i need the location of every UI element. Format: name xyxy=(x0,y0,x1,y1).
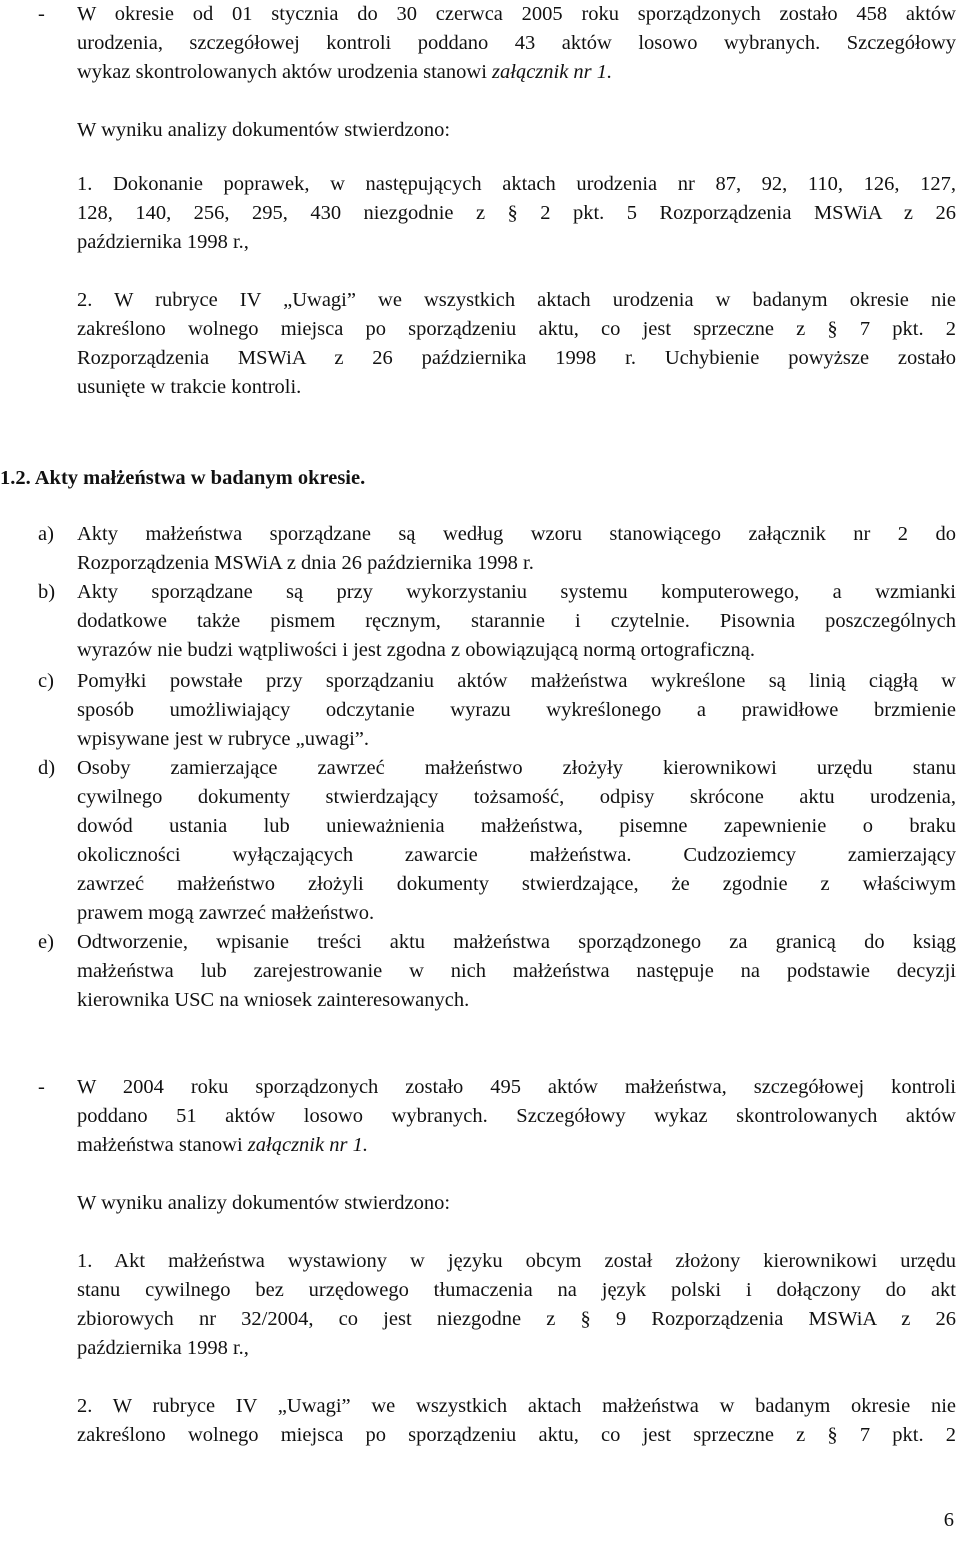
text-line: W okresie od 01 stycznia do 30 czerwca 2005 roku sporządzonych zostało 458 aktów xyxy=(77,3,956,25)
list-label-a: a) xyxy=(38,523,54,545)
bullet-dash-2: - xyxy=(38,1076,45,1098)
text-line: kierownika USC na wniosek zainteresowanych. xyxy=(77,989,470,1011)
marriage-finding-2 xyxy=(77,1392,956,1450)
text-line: Rozporządzenia MSWiA z dnia 26 października 1998 r. xyxy=(77,552,534,574)
text-line: 128, 140, 256, 295, 430 niezgodnie z § 2 pkt. 5 Rozporządzenia MSWiA z 26 xyxy=(77,202,956,224)
text-line: wpisywane jest w rubryce „uwagi”. xyxy=(77,728,370,750)
text-line xyxy=(77,58,956,87)
text-line: urodzenia, szczegółowej kontroli poddano 43 aktów losowo wybranych. Szczegółowy xyxy=(77,32,956,54)
text-line: 2. W rubryce IV „Uwagi” we wszystkich aktach małżeństwa w badanym okresie nie xyxy=(77,1395,956,1417)
text-line: Akty sporządzane są przy wykorzystaniu systemu komputerowego, a wzmianki xyxy=(77,581,956,603)
list-label-b: b) xyxy=(38,581,56,603)
text-line: 1. Dokonanie poprawek, w następujących aktach urodzenia nr 87, 92, 110, 126, 127, xyxy=(77,173,956,195)
annex-reference: załącznik nr 1. xyxy=(492,61,613,83)
section-heading: 1.2. Akty małżeństwa w badanym okresie. xyxy=(0,467,366,489)
findings-heading-2: W wyniku analizy dokumentów stwierdzono: xyxy=(77,1192,451,1214)
text-line: 1. Akt małżeństwa wystawiony w języku obcym został złożony kierownikowi urzędu xyxy=(77,1250,956,1272)
list-item-d xyxy=(77,754,956,928)
list-label-e: e) xyxy=(38,931,54,953)
list-label-c: c) xyxy=(38,670,54,692)
text-line: zakreślono wolnego miejsca po sporządzeniu aktu, co jest sprzeczne z § 7 pkt. 2 xyxy=(77,1424,956,1446)
text-line: Osoby zamierzające zawrzeć małżeństwo złożyły kierownikowi urzędu stanu xyxy=(77,757,956,779)
annex-reference: załącznik nr 1. xyxy=(247,1134,368,1156)
text-line: cywilnego dokumenty stwierdzający tożsamość, odpisy skrócone aktu urodzenia, xyxy=(77,786,956,808)
text-line: stanu cywilnego bez urzędowego tłumaczenia na język polski i dołączony do akt xyxy=(77,1279,956,1301)
list-item-a xyxy=(77,520,956,578)
text-fragment: wykaz skontrolowanych aktów urodzenia stanowi xyxy=(77,61,493,83)
text-line: małżeństwa lub zarejestrowanie w nich małżeństwa następuje na podstawie decyzji xyxy=(77,960,956,982)
text-line: zawrzeć małżeństwo złożyli dokumenty stwierdzające, że zgodnie z właściwym xyxy=(77,873,956,895)
text-line: W 2004 roku sporządzonych zostało 495 aktów małżeństwa, szczegółowej kontroli xyxy=(77,1076,956,1098)
text-line: Akty małżeństwa sporządzane są według wzoru stanowiącego załącznik nr 2 do xyxy=(77,523,956,545)
marriage-records-intro xyxy=(77,1073,956,1160)
text-line: prawem mogą zawrzeć małżeństwo. xyxy=(77,902,375,924)
list-item-c xyxy=(77,667,956,754)
birth-finding-1 xyxy=(77,170,956,257)
text-line: Pomyłki powstałe przy sporządzaniu aktów małżeństwa wykreślone są linią ciągłą w xyxy=(77,670,956,692)
text-line: zbiorowych nr 32/2004, co jest niezgodne z § 9 Rozporządzenia MSWiA z 26 xyxy=(77,1308,956,1330)
text-line: zakreślono wolnego miejsca po sporządzeniu aktu, co jest sprzeczne z § 7 pkt. 2 xyxy=(77,318,956,340)
text-line: października 1998 r., xyxy=(77,1337,249,1359)
list-label-d: d) xyxy=(38,757,56,779)
text-line: 2. W rubryce IV „Uwagi” we wszystkich aktach urodzenia w badanym okresie nie xyxy=(77,289,956,311)
page-number: 6 xyxy=(943,1509,954,1531)
text-line: Odtworzenie, wpisanie treści aktu małżeństwa sporządzonego za granicą do ksiąg xyxy=(77,931,956,953)
text-line xyxy=(77,1131,956,1160)
birth-records-intro xyxy=(77,0,956,87)
text-line: sposób umożliwiający odczytanie wyrazu wykreślonego a prawidłowe brzmienie xyxy=(77,699,956,721)
bullet-dash-1: - xyxy=(38,3,45,25)
text-line: wyrazów nie budzi wątpliwości i jest zgodna z obowiązującą normą ortograficzną. xyxy=(77,639,755,661)
findings-heading-1: W wyniku analizy dokumentów stwierdzono: xyxy=(77,119,451,141)
text-line: października 1998 r., xyxy=(77,231,249,253)
text-fragment: małżeństwa stanowi xyxy=(77,1134,248,1156)
marriage-finding-1 xyxy=(77,1247,956,1363)
text-line: dodatkowe także pismem ręcznym, starannie i czytelnie. Pisownia poszczególnych xyxy=(77,610,956,632)
list-item-b xyxy=(77,578,956,665)
list-item-e xyxy=(77,928,956,1015)
text-line: usunięte w trakcie kontroli. xyxy=(77,376,302,398)
text-line: dowód ustania lub unieważnienia małżeństwa, pisemne zapewnienie o braku xyxy=(77,815,956,837)
text-line: okoliczności wyłączających zawarcie małżeństwa. Cudzoziemcy zamierzający xyxy=(77,844,956,866)
birth-finding-2 xyxy=(77,286,956,402)
text-line: poddano 51 aktów losowo wybranych. Szczegółowy wykaz skontrolowanych aktów xyxy=(77,1105,956,1127)
text-line: Rozporządzenia MSWiA z 26 października 1998 r. Uchybienie powyższe zostało xyxy=(77,347,956,369)
